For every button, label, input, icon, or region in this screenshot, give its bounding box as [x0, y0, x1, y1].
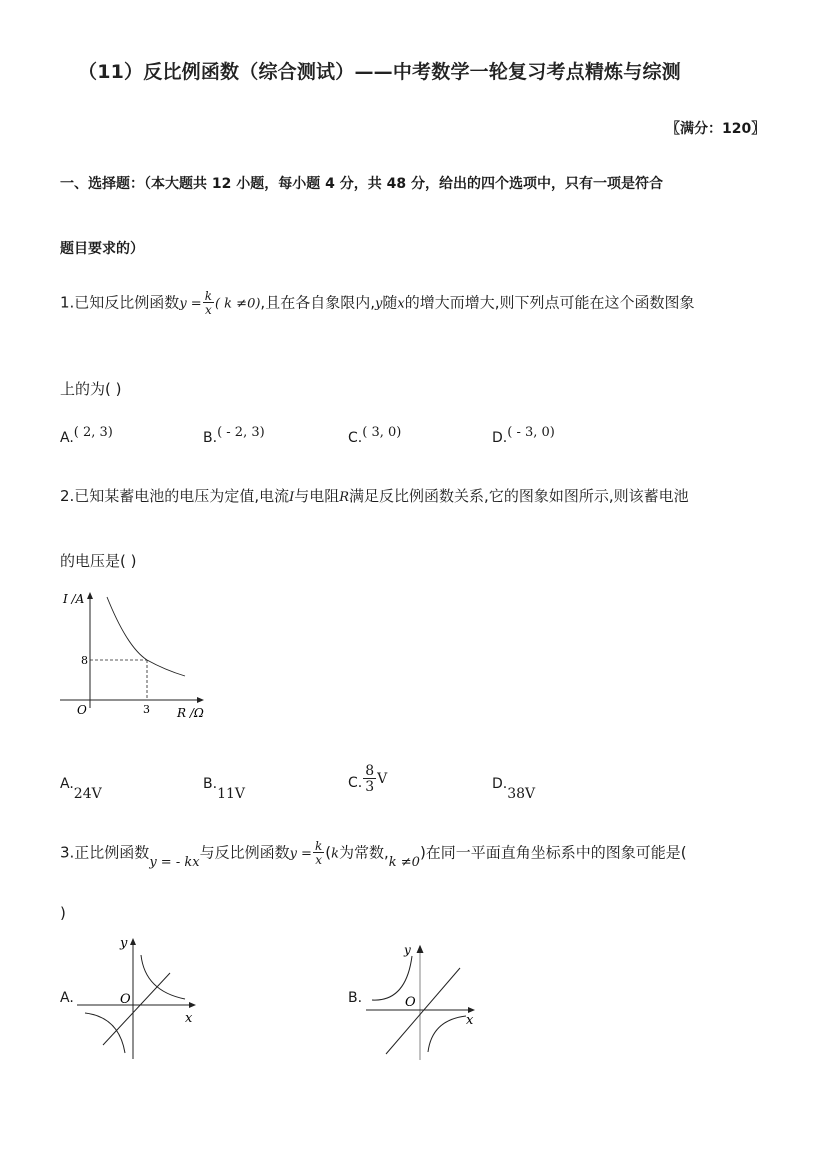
question-1-cont: 上的为( ) [60, 380, 122, 398]
q1-option-c[interactable] [348, 425, 402, 446]
option-label: B. [203, 776, 218, 792]
section-heading-cont: 题目要求的） [60, 241, 144, 257]
q3-option-b-graph[interactable] [362, 940, 482, 1062]
q3-option-b-label[interactable]: B. [348, 990, 363, 1006]
q3-suffix: )在同一平面直角坐标系中的图象可能是( [419, 843, 687, 862]
option-unit: V [377, 771, 388, 787]
option-label: A. [60, 430, 74, 446]
q1-prefix: 1.已知反比例函数 [60, 293, 180, 312]
q1-var-y: y [374, 296, 383, 312]
q3-frac-den: x [313, 852, 324, 866]
option-fraction [363, 764, 376, 794]
q3-paren: ( [325, 843, 332, 862]
question-3-cont: ) [60, 904, 66, 922]
q3-mid: 与反比例函数 [199, 843, 290, 862]
option-value: ( - 2, 3) [217, 425, 265, 440]
y-axis-label: y [120, 936, 128, 951]
option-value: ( - 3, 0) [507, 425, 555, 440]
q2-prefix: 2.已知某蓄电池的电压为定值,电流 [60, 487, 290, 505]
question-2 [60, 485, 689, 506]
hyperbola-curve [107, 597, 185, 676]
q2-option-b[interactable] [203, 776, 245, 802]
q1-fraction [203, 290, 214, 316]
y-axis-label: I /A [63, 592, 85, 606]
option-label: A. [60, 776, 74, 792]
x-axis-label: x [466, 1013, 474, 1028]
option-value: 24V [73, 786, 102, 802]
q2-mid: 与电阻 [294, 487, 340, 505]
hyperbola-branch-q3 [85, 1013, 125, 1053]
frac-num: 8 [365, 763, 375, 779]
q1-y-eq: y = [179, 296, 202, 312]
page-title: （11）反比例函数（综合测试）——中考数学一轮复习考点精炼与综测 [78, 61, 681, 83]
y-axis-label: y [404, 943, 411, 957]
option-label: D. [492, 430, 508, 446]
question-1 [60, 290, 694, 316]
q2-option-d[interactable] [492, 776, 536, 802]
q3-fraction [313, 840, 324, 866]
frac-den: 3 [365, 779, 375, 795]
q1-text-c: 的增大而增大,则下列点可能在这个函数图象 [404, 293, 695, 312]
q2-var-r: R [339, 490, 350, 505]
q2-option-c[interactable] [348, 764, 387, 794]
q3-var-k: k [331, 846, 339, 862]
q3-y-eq: y = [289, 846, 312, 862]
q3-expr1: y = - kx [149, 854, 200, 870]
q1-text-a: ,且在各自象限内, [260, 293, 375, 312]
q3-const: 为常数, [338, 843, 389, 862]
section-heading: 一、选择题：（本大题共 12 小题，每小题 4 分，共 48 分，给出的四个选项中，只有一项是符合 [60, 176, 663, 192]
option-label: C. [348, 430, 363, 446]
q1-option-a[interactable] [60, 425, 113, 446]
origin-label: O [405, 995, 416, 1010]
q2-option-a[interactable] [60, 776, 102, 802]
q1-frac-den: x [203, 302, 214, 316]
q2-suffix: 满足反比例函数关系,它的图象如图所示,则该蓄电池 [349, 487, 689, 505]
tick-label-8: 8 [81, 654, 88, 667]
q1-text-b: 随 [382, 293, 398, 312]
q3-option-a-graph[interactable] [75, 933, 205, 1063]
hyperbola-branch-q4 [428, 1016, 466, 1052]
q3-option-a-label[interactable]: A. [60, 990, 74, 1006]
option-label: C. [348, 775, 363, 791]
line-graph [386, 968, 460, 1054]
option-value: ( 2, 3) [73, 425, 113, 440]
q2-graph [55, 585, 215, 725]
x-axis-label: R /Ω [177, 706, 204, 720]
q1-frac-num: k [204, 289, 212, 303]
option-value: ( 3, 0) [362, 425, 402, 440]
line-graph [103, 973, 170, 1045]
q3-condition: k ≠0 [388, 854, 420, 870]
tick-label-3: 3 [143, 703, 150, 716]
q1-var-x: x [397, 296, 405, 312]
full-score: 〖满分：120〗 [666, 121, 766, 137]
question-2-cont: 的电压是( ) [60, 552, 137, 570]
q2-var-i: I [289, 490, 295, 505]
hyperbola-branch-q1 [141, 955, 185, 999]
q3-frac-num: k [314, 839, 323, 853]
q1-option-b[interactable] [203, 425, 265, 446]
origin-label: O [77, 703, 87, 717]
option-value: 38V [507, 786, 536, 802]
origin-label: O [120, 992, 131, 1007]
q1-option-d[interactable] [492, 425, 555, 446]
q3-prefix: 3.正比例函数 [60, 843, 150, 862]
q1-condition: ( k ≠0) [214, 296, 261, 312]
x-axis-label: x [185, 1011, 193, 1026]
option-label: D. [492, 776, 508, 792]
option-value: 11V [217, 786, 245, 802]
question-3 [60, 839, 687, 870]
option-label: B. [203, 430, 218, 446]
hyperbola-branch-q2 [372, 956, 412, 1000]
